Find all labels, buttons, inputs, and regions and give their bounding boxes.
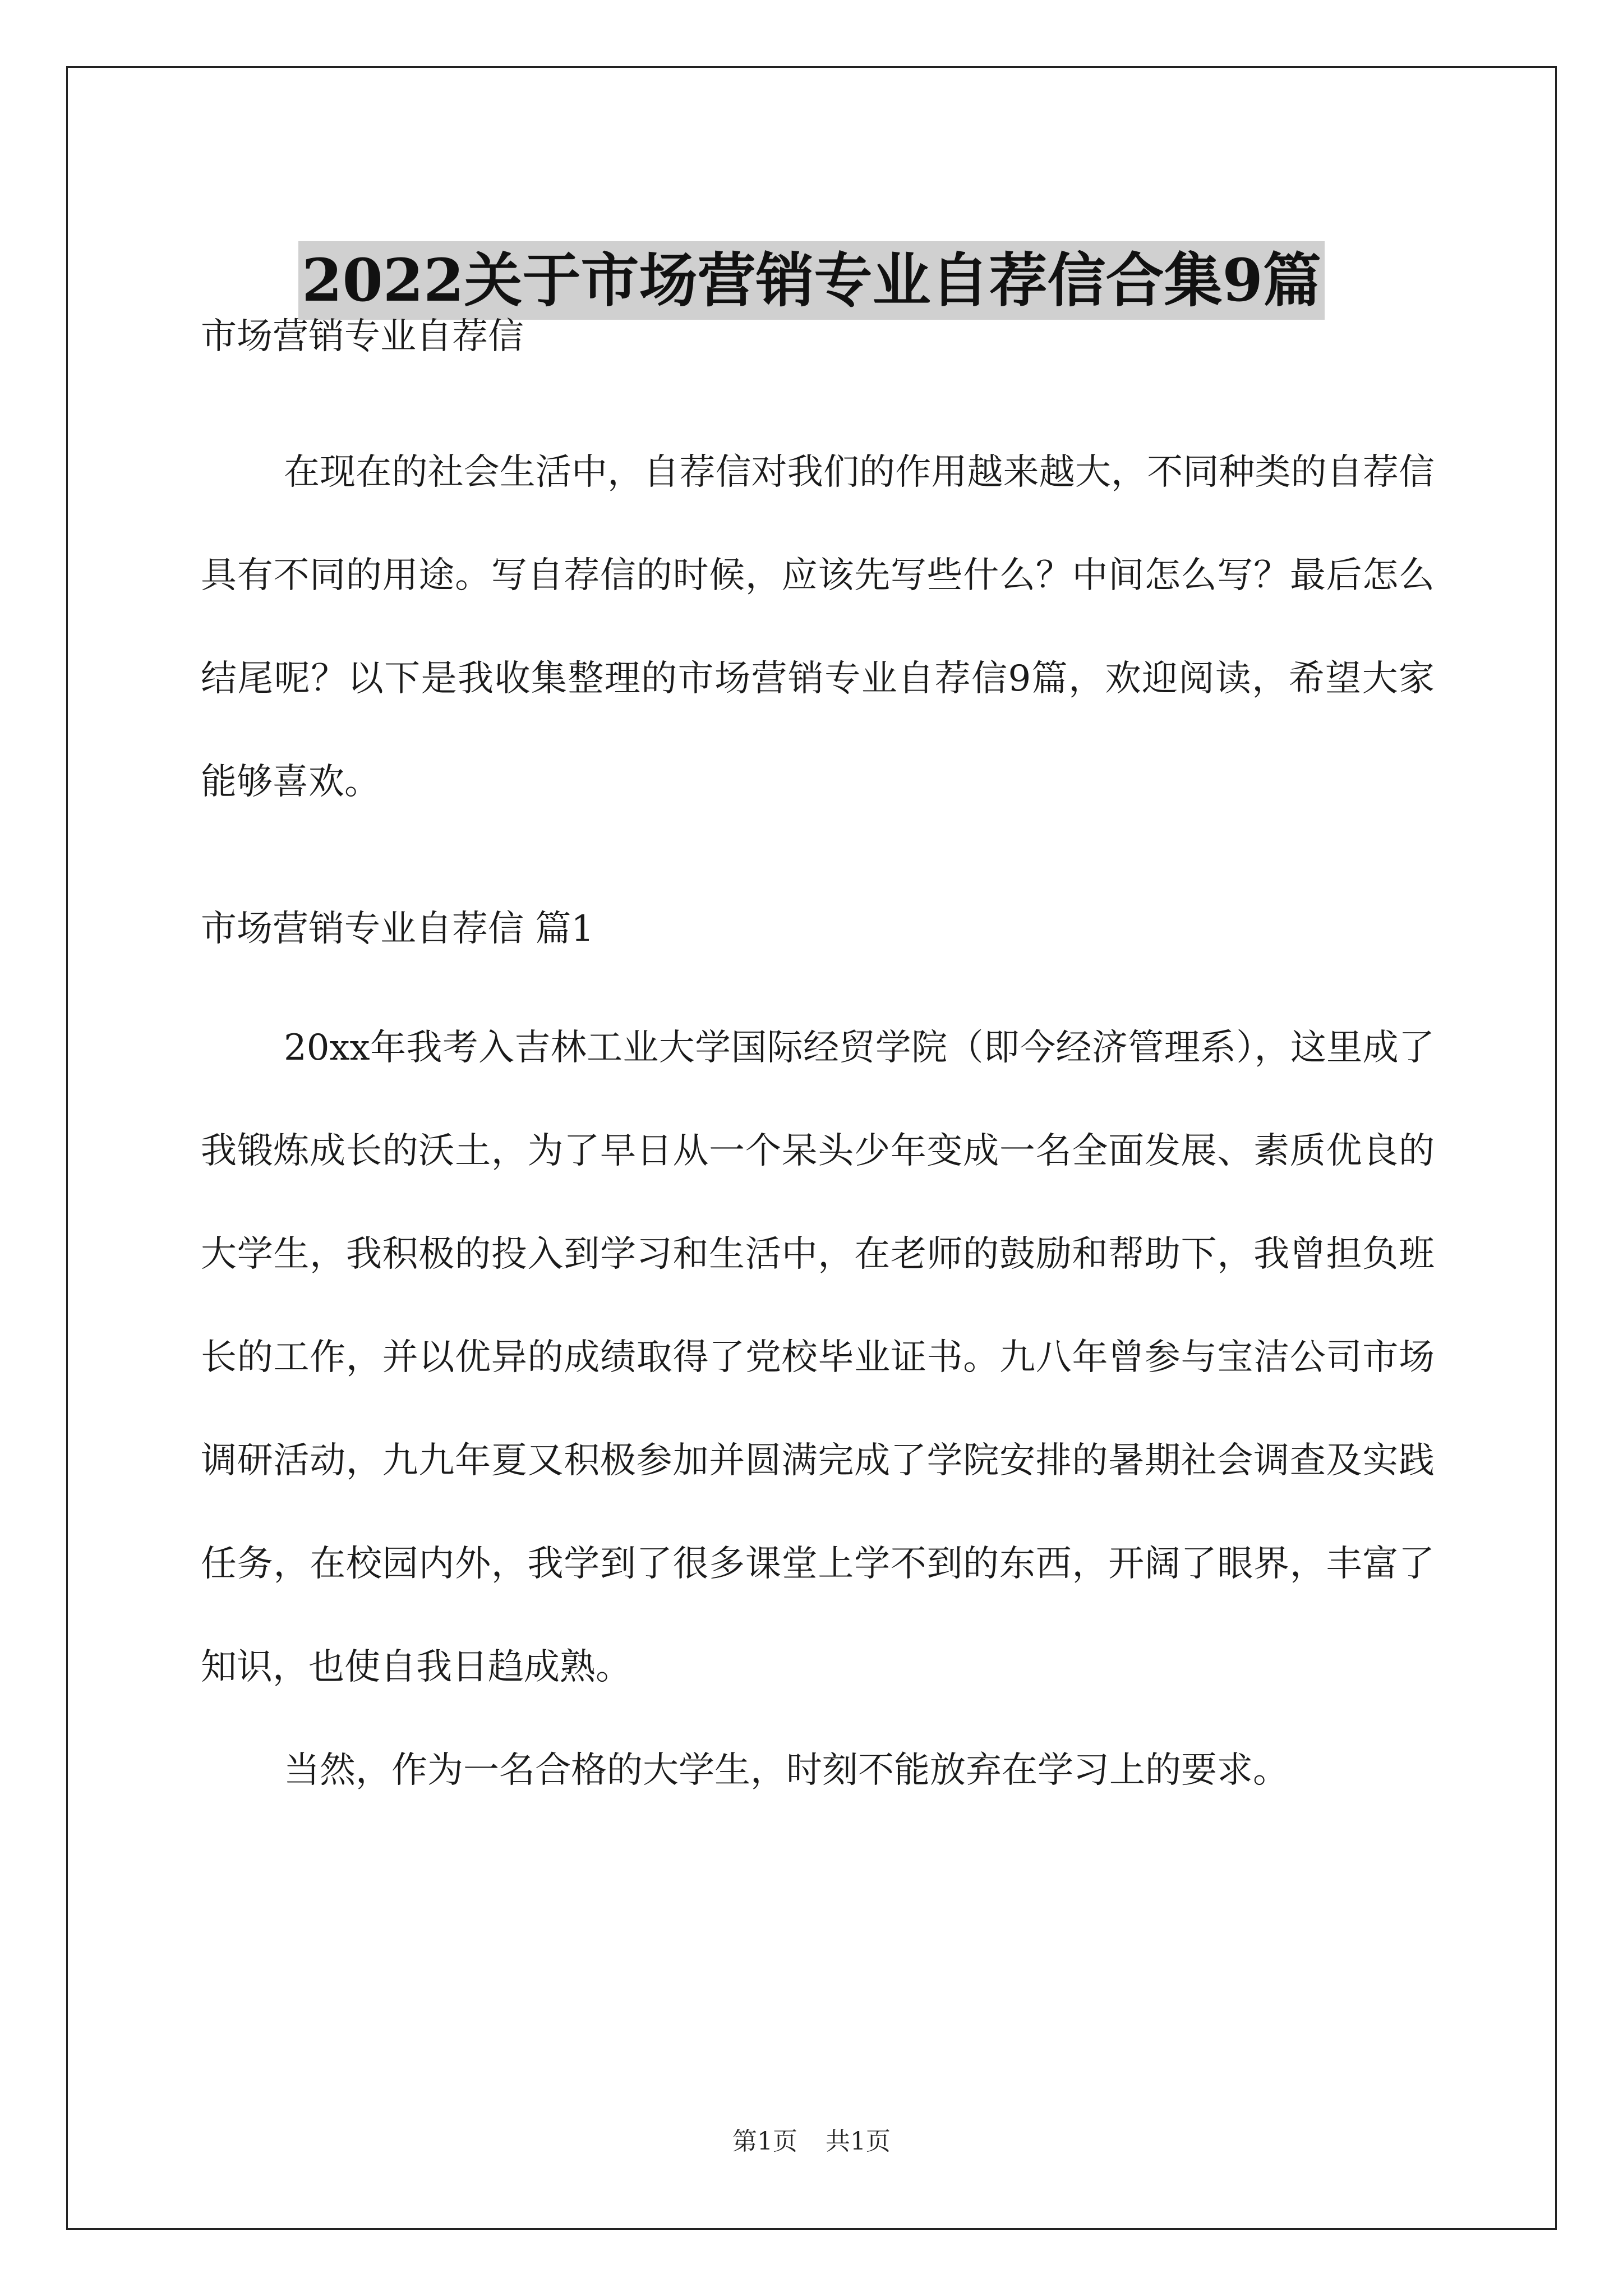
part1-paragraph-1: 20xx年我考入吉林工业大学国际经贸学院（即今经济管理系），这里成了我锻炼成长的沃土，为了早日从一个呆头少年变成一名全面发展、素质优良的大学生，我积极的投入到学习和生活中，在老师的鼓励和帮助下，我曾担负班长的工作，并以优异的成绩取得了党校毕业证书。九八年曾参与宝洁公司市场调研活动，九九年夏又积极参加并圆满完成了学院安排的暑期社会调查及实践任务，在校园内外，我学到了很多课堂上学不到的东西，开阔了眼界，丰富了知识，也使自我日趋成熟。 (201, 1027, 1435, 1688)
intro-paragraph: 在现在的社会生活中，自荐信对我们的作用越来越大，不同种类的自荐信具有不同的用途。写自荐信的时候，应该先写些什么？中间怎么写？最后怎么结尾呢？以下是我收集整理的市场营销专业自荐信9篇，欢迎阅读，希望大家能够喜欢。 (201, 452, 1435, 803)
page-number-total: 共1页 (826, 2127, 891, 2156)
document-title: 2022关于市场营销专业自荐信合集9篇 (298, 241, 1325, 320)
document-body (201, 314, 1435, 1822)
page-number-current: 第1页 (732, 2127, 797, 2156)
part1-heading: 市场营销专业自荐信 篇1 (201, 908, 594, 950)
part1-paragraph-2: 当然，作为一名合格的大学生，时刻不能放弃在学习上的要求。 (284, 1750, 1289, 1791)
intro-heading: 市场营销专业自荐信 (201, 316, 524, 357)
page-footer (0, 2125, 1623, 2159)
